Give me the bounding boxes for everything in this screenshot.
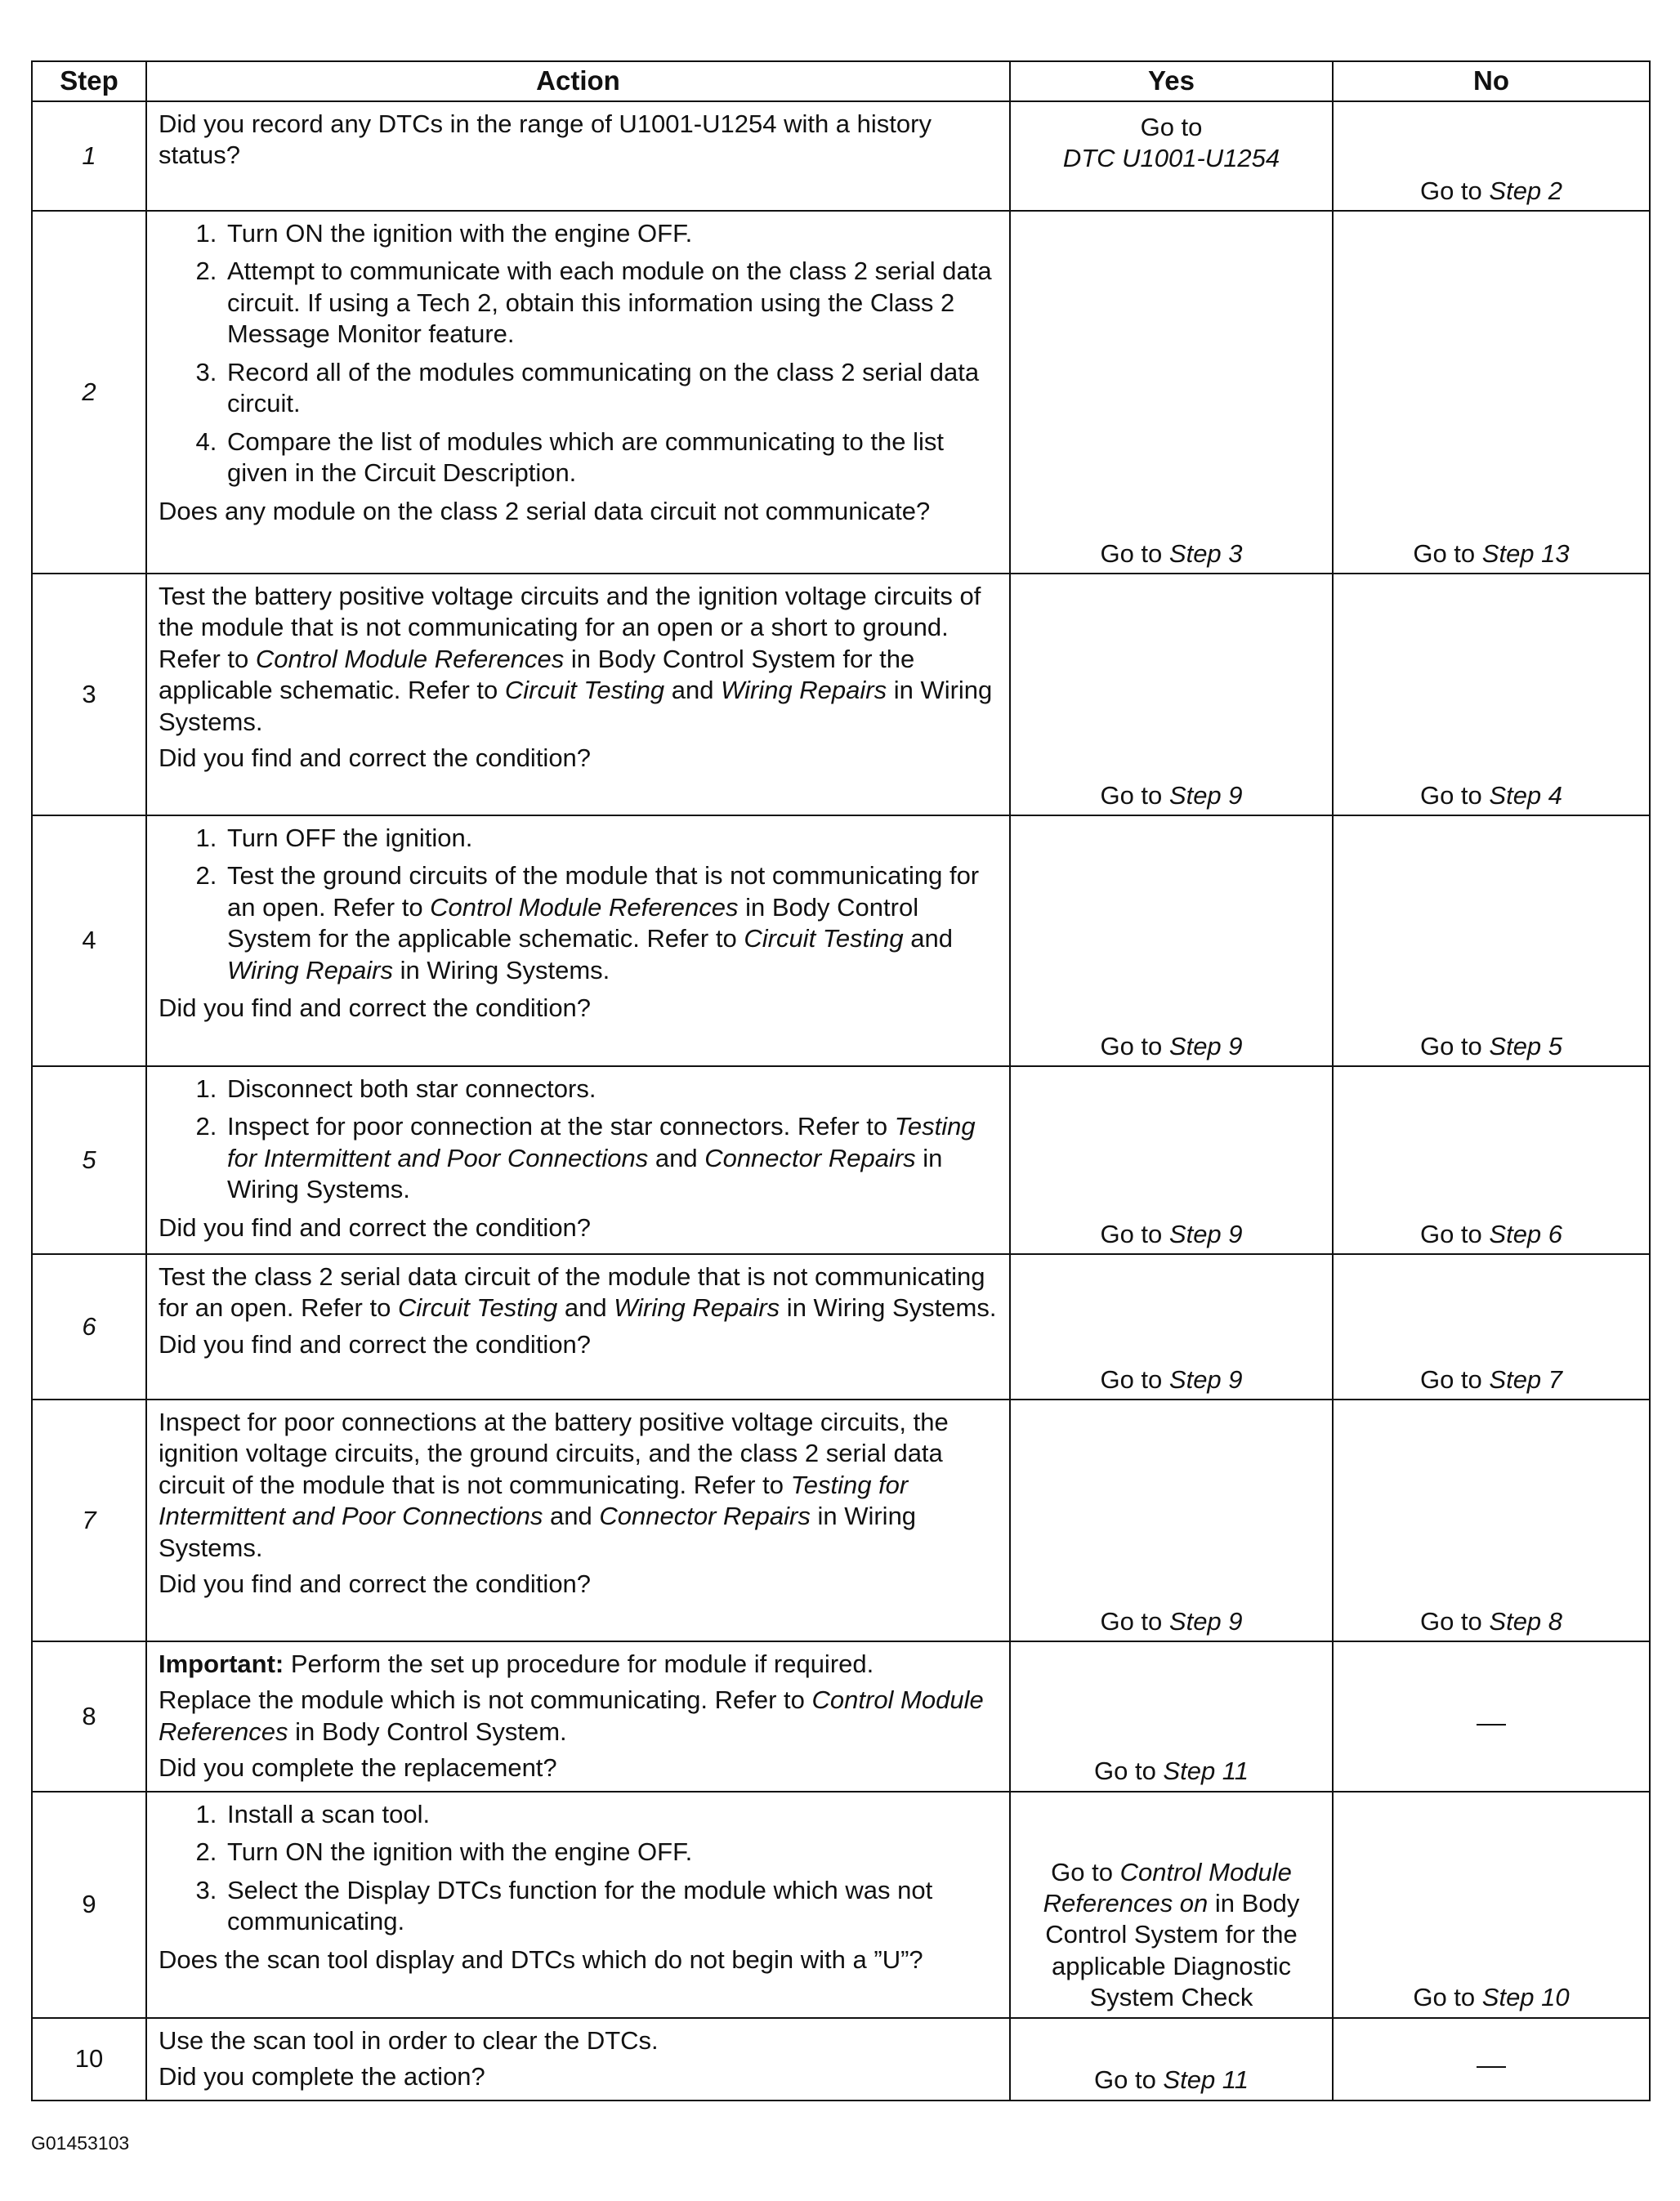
step-reference: Step 9 xyxy=(1168,780,1243,810)
step-number: 4 xyxy=(32,815,146,1066)
table-row-step-8 xyxy=(32,1641,1650,1792)
action-text: Inspect for poor connections at the battery positive voltage circuits, the ignition voltage circuits, the ground circuits, and the class 2 serial data circuit of the module that is not communicating. Refer to Testing for Intermittent and Poor Connections and Connector Repairs in Wiring Systems. xyxy=(159,1408,949,1562)
no-cell: Go to Step 6 xyxy=(1333,1066,1650,1254)
action-cell xyxy=(146,1066,1010,1254)
table-row-step-5 xyxy=(32,1066,1650,1254)
step-reference: Step 13 xyxy=(1481,538,1570,568)
step-number: 3 xyxy=(32,574,146,815)
yes-cell: Go to Step 3 xyxy=(1010,211,1333,574)
action-cell xyxy=(146,2018,1010,2101)
step-reference: Step 9 xyxy=(1168,1219,1243,1248)
diagnostic-steps-table xyxy=(31,60,1651,2101)
col-header-action: Action xyxy=(146,61,1010,101)
col-header-step: Step xyxy=(32,61,146,101)
figure-code: G01453103 xyxy=(31,2132,130,2154)
not-applicable-dash xyxy=(1477,1724,1506,1726)
step-reference: Step 8 xyxy=(1489,1606,1563,1636)
table-row-step-6 xyxy=(32,1254,1650,1400)
step-number: 2 xyxy=(32,211,146,574)
not-applicable-dash xyxy=(1477,2066,1506,2068)
important-note: Important: Perform the set up procedure for module if required. xyxy=(159,1650,874,1678)
action-list xyxy=(159,823,1001,986)
no-cell: Go to Step 4 xyxy=(1333,574,1650,815)
step-number: 1 xyxy=(32,101,146,211)
reference-link: Wiring Repairs xyxy=(614,1293,780,1323)
action-cell xyxy=(146,1400,1010,1641)
action-text: Test the battery positive voltage circuits and the ignition voltage circuits of the module that is not communicating for an open or a short to ground. Refer to Control Module References in Body Control System for the applicable schematic. Refer to Circuit Testing and Wiring Repairs in Wiring Systems. xyxy=(159,582,993,736)
list-item: 1. Disconnect both star connectors. xyxy=(224,1074,1001,1105)
yes-cell: Go to Step 11 xyxy=(1010,2018,1333,2101)
question-text: Does any module on the class 2 serial data circuit not communicate? xyxy=(159,496,931,525)
step-reference: Step 11 xyxy=(1163,2065,1249,2095)
yes-cell: Go to Step 9 xyxy=(1010,574,1333,815)
table-row-step-9 xyxy=(32,1792,1650,2018)
no-cell: Go to Step 7 xyxy=(1333,1254,1650,1400)
yes-cell: Go to DTC U1001-U1254 xyxy=(1010,101,1333,211)
step-number: 7 xyxy=(32,1400,146,1641)
no-cell: Go to Step 5 xyxy=(1333,815,1650,1066)
action-cell xyxy=(146,1641,1010,1792)
step-reference: Step 7 xyxy=(1489,1364,1563,1394)
action-cell xyxy=(146,574,1010,815)
action-text: Use the scan tool in order to clear the DTCs. xyxy=(159,2025,659,2055)
step-reference: Step 10 xyxy=(1481,1983,1570,2012)
step-reference: Step 9 xyxy=(1168,1031,1243,1060)
list-item: 1. Install a scan tool. xyxy=(224,1799,1001,1830)
action-list xyxy=(159,1799,1001,1938)
list-item: 3. Record all of the modules communicating on the class 2 serial data circuit. xyxy=(224,357,1001,420)
no-cell: Go to Step 2 xyxy=(1333,101,1650,211)
question-text: Did you find and correct the condition? xyxy=(159,743,592,773)
action-cell xyxy=(146,1792,1010,2018)
list-item: 1. Turn OFF the ignition. xyxy=(224,823,1001,854)
list-item: 1. Turn ON the ignition with the engine OFF. xyxy=(224,218,1001,249)
table-row-step-7 xyxy=(32,1400,1650,1641)
yes-cell: Go to Step 9 xyxy=(1010,1254,1333,1400)
list-item: 4. Compare the list of modules which are communicating to the list given in the Circuit Description. xyxy=(224,426,1001,489)
step-number: 9 xyxy=(32,1792,146,2018)
yes-cell: Go to Step 11 xyxy=(1010,1641,1333,1792)
no-cell: Go to Step 8 xyxy=(1333,1400,1650,1641)
no-cell xyxy=(1333,1641,1650,1792)
step-reference: Step 4 xyxy=(1489,780,1563,810)
step-number: 8 xyxy=(32,1641,146,1792)
step-reference: Step 3 xyxy=(1168,538,1243,568)
question-text: Did you find and correct the condition? xyxy=(159,1569,592,1599)
reference-link: Control Module References xyxy=(255,644,565,673)
reference-link: Circuit Testing xyxy=(744,924,904,953)
step-reference: DTC U1001-U1254 xyxy=(1062,144,1280,173)
no-cell xyxy=(1333,2018,1650,2101)
step-reference: Step 11 xyxy=(1163,1757,1249,1786)
reference-link: Connector Repairs xyxy=(704,1143,916,1172)
step-number: 6 xyxy=(32,1254,146,1400)
yes-cell: Go to Step 9 xyxy=(1010,815,1333,1066)
question-text: Does the scan tool display and DTCs which do not begin with a ”U”? xyxy=(159,1944,923,1974)
no-cell: Go to Step 13 xyxy=(1333,211,1650,574)
list-item: 2. Inspect for poor connection at the star connectors. Refer to Testing for Intermittent and Poor Connections and Connector Repairs in Wiring Systems. xyxy=(224,1111,1001,1205)
reference-link: Control Module References xyxy=(159,1685,984,1746)
list-item: 3. Select the Display DTCs function for the module which was not communicating. xyxy=(224,1875,1001,1938)
question-text: Did you complete the replacement? xyxy=(159,1753,557,1783)
action-text: Test the class 2 serial data circuit of the module that is not communicating for an open. Refer to Circuit Testing and Wiring Repairs in Wiring Systems. xyxy=(159,1262,997,1323)
reference-link: Circuit Testing xyxy=(397,1293,558,1323)
yes-cell: Go to Step 9 xyxy=(1010,1400,1333,1641)
step-reference: Step 9 xyxy=(1168,1364,1243,1394)
action-cell xyxy=(146,211,1010,574)
step-reference: Step 6 xyxy=(1489,1219,1563,1248)
list-item: 2. Turn ON the ignition with the engine OFF. xyxy=(224,1837,1001,1868)
no-cell: Go to Step 10 xyxy=(1333,1792,1650,2018)
table-row-step-1 xyxy=(32,101,1650,211)
table-row-step-4 xyxy=(32,815,1650,1066)
action-list xyxy=(159,218,1001,489)
action-cell xyxy=(146,815,1010,1066)
list-item: 2. Attempt to communicate with each module on the class 2 serial data circuit. If using a Tech 2, obtain this information using the Class 2 Message Monitor feature. xyxy=(224,256,1001,350)
col-header-no: No xyxy=(1333,61,1650,101)
step-number: 10 xyxy=(32,2018,146,2101)
question-text: Did you find and correct the condition? xyxy=(159,1212,592,1242)
reference-link: Wiring Repairs xyxy=(227,955,393,984)
reference-link: Circuit Testing xyxy=(504,676,665,705)
reference-link: Testing for Intermittent and Poor Connections xyxy=(159,1470,909,1531)
list-item: 2. Test the ground circuits of the module that is not communicating for an open. Refer to Control Module References in Body Control System for the applicable schematic. Refer to Circuit Testing and Wiring Repairs in Wiring Systems. xyxy=(224,860,1001,986)
reference-link: Control Module References xyxy=(430,892,739,922)
action-list xyxy=(159,1074,1001,1206)
reference-link: Wiring Repairs xyxy=(721,676,887,705)
table-row-step-2 xyxy=(32,211,1650,574)
col-header-yes: Yes xyxy=(1010,61,1333,101)
action-cell xyxy=(146,1254,1010,1400)
step-number: 5 xyxy=(32,1066,146,1254)
step-reference: Control Module References on xyxy=(1043,1857,1292,1918)
step-reference: Step 2 xyxy=(1489,176,1563,205)
step-reference: Step 5 xyxy=(1489,1031,1563,1060)
action-cell xyxy=(146,101,1010,211)
yes-cell: Go to Step 9 xyxy=(1010,1066,1333,1254)
important-label: Important: xyxy=(159,1650,284,1678)
step-reference: Step 9 xyxy=(1168,1606,1243,1636)
reference-link: Connector Repairs xyxy=(599,1502,811,1531)
question-text: Did you complete the action? xyxy=(159,2062,485,2092)
question-text: Did you find and correct the condition? xyxy=(159,993,592,1023)
table-row-step-10 xyxy=(32,2018,1650,2101)
question-text: Did you record any DTCs in the range of U1001-U1254 with a history status? xyxy=(159,109,932,170)
question-text: Did you find and correct the condition? xyxy=(159,1329,592,1359)
action-text: Replace the module which is not communicating. Refer to Control Module References in Body Control System. xyxy=(159,1685,984,1746)
reference-link: Testing for Intermittent and Poor Connections xyxy=(227,1112,976,1172)
yes-cell: Go to Control Module References on in Body Control System for the applicable Diagnostic System Check xyxy=(1010,1792,1333,2018)
table-header-row xyxy=(32,61,1650,101)
table-row-step-3 xyxy=(32,574,1650,815)
